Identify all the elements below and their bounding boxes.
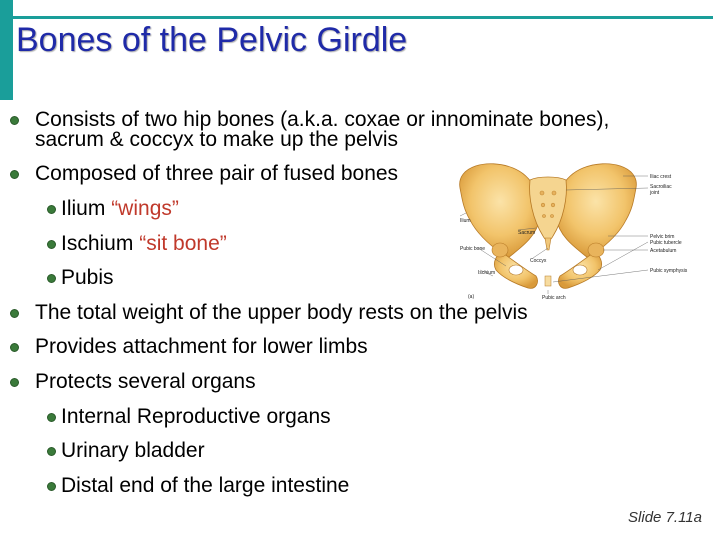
label-ilium: Ilium	[460, 218, 471, 224]
sub-bullet-ischium	[61, 232, 227, 256]
label-iliac-crest: Iliac crest	[650, 174, 672, 180]
sub-bullet-text: Internal Reproductive organs	[61, 405, 331, 428]
sub-bullet-marker	[47, 447, 56, 456]
obturator-left	[509, 265, 523, 275]
sub-bullet-marker	[47, 205, 56, 214]
bullet-text: Provides attachment for lower limbs	[35, 335, 368, 358]
bullet-marker	[10, 343, 19, 352]
label-pubic-bone: Pubic bone	[460, 246, 486, 252]
sub-bullet-note: “wings”	[111, 197, 179, 220]
title-rule	[13, 16, 713, 19]
bullet-marker	[10, 309, 19, 318]
bullet-text-continued: sacrum & coccyx to make up the pelvis	[35, 128, 398, 151]
sub-bullet-ilium	[61, 197, 179, 221]
label-coccyx: Coccyx	[530, 258, 547, 264]
slide-number: Slide 7.11a	[628, 509, 702, 526]
obturator-right	[573, 265, 587, 275]
label-pelvic-brim: Pelvic brim	[650, 234, 675, 240]
label-ischium: Ischium	[478, 270, 496, 276]
bullet-text: Composed of three pair of fused bones	[35, 162, 399, 185]
pubic-symphysis	[545, 276, 551, 286]
bullet-text: Protects several organs	[35, 370, 256, 393]
accent-bar	[0, 0, 13, 100]
label-sacroiliac-2: joint	[650, 190, 660, 196]
sub-bullet-name: Ilium	[61, 197, 106, 220]
label-pubic-arch: Pubic arch	[542, 295, 566, 301]
bullet-marker	[10, 116, 19, 125]
sub-bullet-name: Ischium	[61, 232, 134, 255]
acetabulum-right	[588, 243, 604, 257]
sub-bullet-marker	[47, 240, 56, 249]
label-pubic-tubercle: Pubic tubercle	[650, 240, 682, 246]
bullet-text: The total weight of the upper body rests on the pelvis	[35, 301, 528, 324]
sub-bullet-text: Urinary bladder	[61, 439, 205, 462]
sub-bullet-pubis: Pubis	[61, 266, 114, 289]
bullet-marker	[10, 378, 19, 387]
sub-bullet-note: “sit bone”	[139, 232, 227, 255]
bullet-marker	[10, 170, 19, 179]
label-pubic-symphysis: Pubic symphysis	[650, 268, 688, 274]
slide-title: Bones of the Pelvic Girdle	[16, 21, 408, 59]
sub-bullet-marker	[47, 274, 56, 283]
pelvis-illustration	[448, 158, 688, 303]
sub-bullet-marker	[47, 482, 56, 491]
label-sacrum: Sacrum	[518, 230, 536, 236]
acetabulum-left	[492, 243, 508, 257]
label-panel: (a)	[468, 294, 475, 300]
bullet-text: Consists of two hip bones (a.k.a. coxae or innominate bones),	[35, 108, 610, 131]
label-sacroiliac-1: Sacroiliac	[650, 184, 672, 190]
sub-bullet-marker	[47, 413, 56, 422]
label-acetabulum: Acetabulum	[650, 248, 677, 254]
sub-bullet-text: Distal end of the large intestine	[61, 474, 350, 497]
